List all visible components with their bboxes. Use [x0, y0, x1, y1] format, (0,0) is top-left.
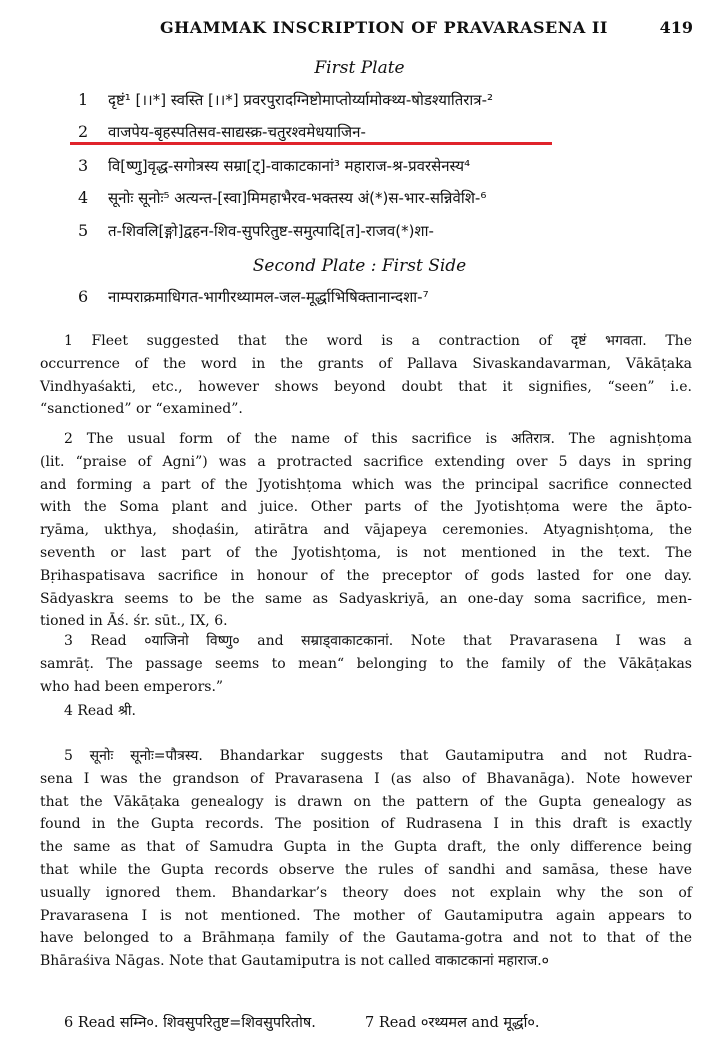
- footnote-1: 1 Fleet suggested that the word is a contraction of दृष्टं भगवता. The occurrence of the word in the grants of Pallava Sivaskandavarman, Vākāṭaka Vindhyaśakti, etc., however shows beyond doubt that it signifies, “seen” i.e. “sanctioned” or “examined”.: [40, 333, 692, 418]
- second-plate-heading: Second Plate : First Side: [252, 256, 467, 276]
- footnote-6: 6 Read सम्नि०. शिवसुपरितुष्ट=शिवसुपरितोष.: [64, 1015, 316, 1031]
- header-title: GHAMMAK INSCRIPTION OF PRAVARASENA II: [160, 18, 608, 37]
- footnote-4: 4 Read श्री.: [64, 703, 136, 719]
- red-underline-annotation: [70, 142, 552, 145]
- inscription-line-4: 4 सूनोः सूनोः⁵ अत्यन्त-[स्वा]मिमहाभैरव-भक्तस्य अं(*)स-भार-सन्निवेशि-⁶: [78, 188, 487, 207]
- running-header: [0, 18, 719, 46]
- footnote-3: 3 Read ०याजिनो विष्णु० and सम्राड्वाकाटकानां. Note that Pravarasena I was a samrāṭ. The passage seems to mean“ belonging to the family of the Vākāṭakas who had been emperors.”: [40, 633, 692, 695]
- footnote-2: 2 The usual form of the name of this sacrifice is अतिरात्र. The agnishṭoma (lit. “praise of Agni”) was a protracted sacrifice extending over 5 days in spring and forming a part of the Jyotishṭoma which was the principal sacrifice connected with the Soma plant and juice. Other parts of the Jyotishṭoma were the āpto- ryāma, ukthya, shoḍaśin, atirātra and vājapeya ceremonies. Atyagnishṭoma, the seventh or last part of the Jyotishṭoma, is not mentioned in the text. The Bṛihaspatisava sacrifice in honour of the preceptor of gods lasted for one day. Sādyaskra seems to be the same as Sadyaskriyā, an one-day soma sacrifice, men- tioned in Āś. śr. sūt., IX, 6.: [40, 431, 692, 630]
- inscription-line-6: 6 नाम्पराक्रमाधिगत-भागीरथ्यामल-जल-मूर्द्धाभिषिक्तानान्दशा-⁷: [78, 287, 429, 306]
- inscription-line-5: 5 त-शिवलि[ङ्गो]द्वहन-शिव-सुपरितुष्ट-समुत्पादि[त]-राजव(*)शा-: [78, 221, 434, 240]
- page-number: 419: [659, 18, 693, 37]
- first-plate-heading: First Plate: [314, 58, 405, 78]
- footnote-5: 5 सूनोः सूनोः=पौत्रस्य. Bhandarkar suggests that Gautamiputra and not Rudra- sena I was the grandson of Pravarasena I (as also of Bhavanāga). Note however that the Vākāṭaka genealogy is drawn on the pattern of the Gupta genealogy as found in the Gupta records. The position of Rudrasena I in this draft is exactly the same as that of Samudra Gupta in the Gupta draft, the only difference being that while the Gupta records observe the rules of sandhi and samāsa, these have usually ignored them. Bhandarkar’s theory does not explain why the son of Pravarasena I is not mentioned. The mother of Gautamiputra again appears to have belonged to a Brāhmaṇa family of the Gautama-gotra and not to that of the Bhāraśiva Nāgas. Note that Gautamiputra is not called वाकाटकानां महाराज.०: [40, 748, 692, 970]
- inscription-line-3: 3 वि[ष्णु]वृद्ध-सगोत्रस्य सम्रा[ट्]-वाकाटकानां³ महाराज-श्र-प्रवरसेनस्य⁴: [78, 156, 471, 175]
- inscription-line-1: 1 दृष्टं¹ [।।*] स्वस्ति [।।*] प्रवरपुरादग्निष्टोमाप्तोर्य्यामोक्थ्य-षोडश्यातिरात्र-²: [78, 90, 493, 109]
- footnote-7: 7 Read ०रथ्यमल and मूर्द्धा०.: [365, 1015, 540, 1031]
- inscription-line-2: 2 वाजपेय-बृहस्पतिसव-साद्यस्क्र-चतुरश्वमेधयाजिन-: [78, 122, 366, 141]
- bottom-footnotes: [64, 1012, 540, 1032]
